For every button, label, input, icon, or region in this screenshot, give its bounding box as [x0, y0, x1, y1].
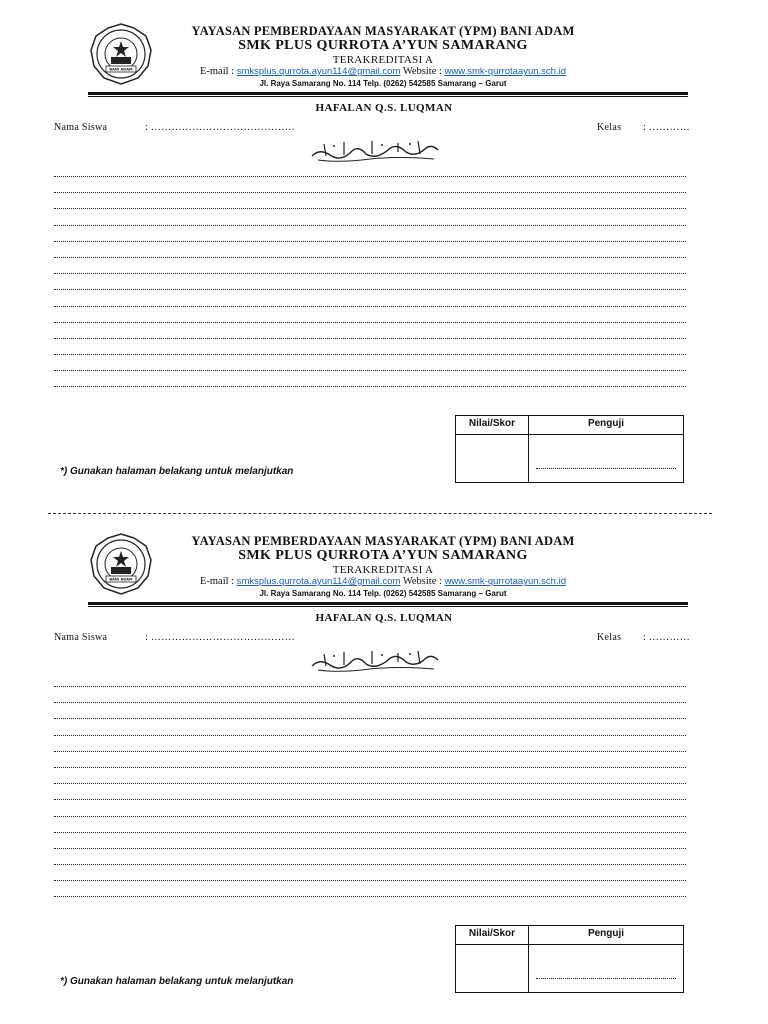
- examiner-signature-line[interactable]: [536, 468, 676, 469]
- score-header: Nilai/Skor: [468, 928, 516, 939]
- svg-text:BANI ADAM: BANI ADAM: [109, 67, 133, 72]
- continue-note: *) Gunakan halaman belakang untuk melanjutkan: [60, 976, 294, 987]
- school-name: SMK PLUS QURROTA A’YUN SAMARANG: [238, 548, 528, 563]
- examiner-header: Penguji: [587, 418, 625, 429]
- header-divider: [88, 602, 688, 605]
- score-table: [455, 925, 684, 993]
- continue-note: *) Gunakan halaman belakang untuk melanjutkan: [60, 466, 294, 477]
- class-label: Kelas: [597, 122, 622, 133]
- header-divider-thin: [88, 606, 688, 607]
- score-header: Nilai/Skor: [468, 418, 516, 429]
- school-logo: [88, 532, 154, 596]
- header-divider-thin: [88, 96, 688, 97]
- name-field[interactable]: : ……………………………………: [145, 632, 296, 643]
- examiner-header: Penguji: [587, 928, 625, 939]
- examiner-signature-line[interactable]: [536, 978, 676, 979]
- contact-line: [150, 66, 616, 77]
- website-label: Website :: [402, 66, 442, 77]
- form-title: HAFALAN Q.S. LUQMAN: [315, 612, 453, 624]
- name-label: Nama Siswa: [54, 122, 108, 133]
- email-link[interactable]: smksplus.qurrota.ayun114@gmail.com: [236, 66, 401, 77]
- website-label: Website :: [402, 576, 442, 587]
- class-field[interactable]: : …………: [643, 632, 691, 643]
- contact-line: [150, 576, 616, 587]
- email-label: E-mail :: [199, 66, 235, 77]
- school-logo: [88, 22, 154, 86]
- website-link[interactable]: www.smk-qurrotaayun.sch.id: [444, 576, 566, 587]
- bismillah-calligraphy: [310, 138, 440, 164]
- class-label: Kelas: [597, 632, 622, 643]
- class-field[interactable]: : …………: [643, 122, 691, 133]
- accreditation: TERAKREDITASI A: [332, 564, 434, 576]
- email-link[interactable]: smksplus.qurrota.ayun114@gmail.com: [236, 576, 401, 587]
- header-divider: [88, 92, 688, 95]
- accreditation: TERAKREDITASI A: [332, 54, 434, 66]
- answer-lines[interactable]: [54, 686, 686, 913]
- address: Jl. Raya Samarang No. 114 Telp. (0262) 542585 Samarang – Garut: [259, 589, 507, 598]
- foundation-name: YAYASAN PEMBERDAYAAN MASYARAKAT (YPM) BANI ADAM: [191, 24, 575, 38]
- score-table: [455, 415, 684, 483]
- school-name: SMK PLUS QURROTA A’YUN SAMARANG: [238, 38, 528, 53]
- address: Jl. Raya Samarang No. 114 Telp. (0262) 542585 Samarang – Garut: [259, 79, 507, 88]
- foundation-name: YAYASAN PEMBERDAYAAN MASYARAKAT (YPM) BANI ADAM: [191, 534, 575, 548]
- email-label: E-mail :: [199, 576, 235, 587]
- cut-line: [48, 513, 712, 514]
- name-field[interactable]: : ……………………………………: [145, 122, 296, 133]
- name-label: Nama Siswa: [54, 632, 108, 643]
- answer-lines[interactable]: [54, 176, 686, 403]
- bismillah-calligraphy: [310, 648, 440, 674]
- form-title: HAFALAN Q.S. LUQMAN: [315, 102, 453, 114]
- svg-text:BANI ADAM: BANI ADAM: [109, 577, 133, 582]
- website-link[interactable]: www.smk-qurrotaayun.sch.id: [444, 66, 566, 77]
